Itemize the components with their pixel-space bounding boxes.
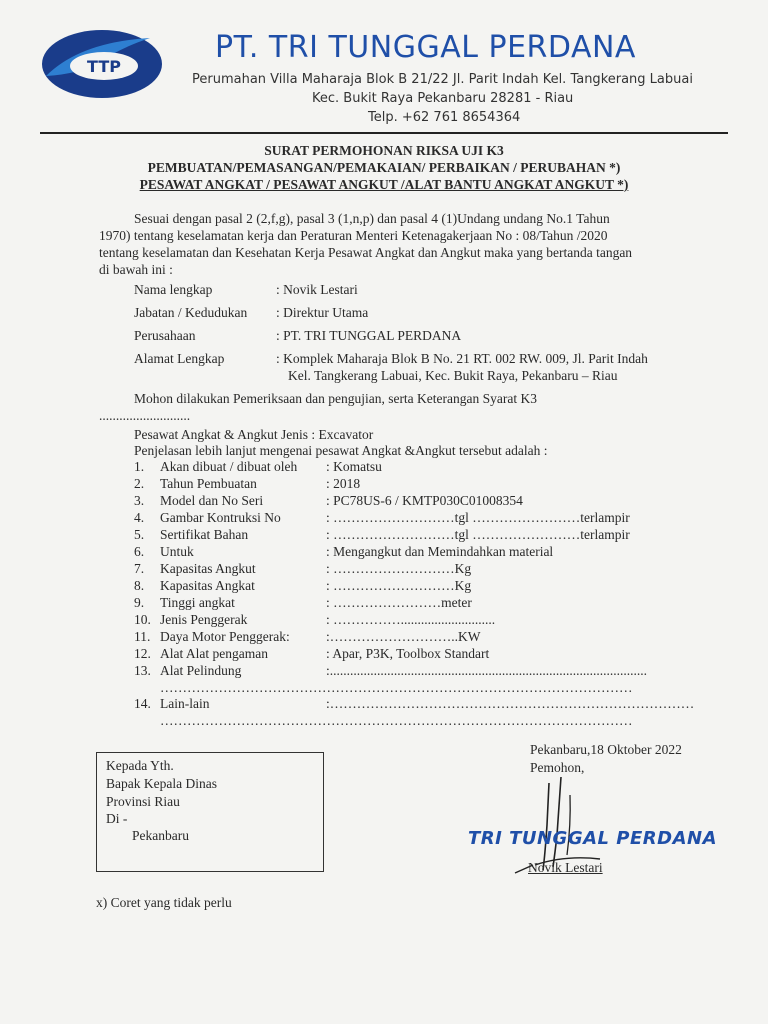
- item-value: : ………………………tgl ……………………terlampir: [326, 527, 630, 542]
- company-address-1: Perumahan Villa Maharaja Blok B 21/22 Jl. Parit Indah Kel. Tangkerang Labuai: [192, 72, 693, 87]
- request-line: Mohon dilakukan Pemeriksaan dan pengujian, serta Keterangan Syarat K3: [134, 391, 538, 406]
- company-phone: Telp. +62 761 8654364: [368, 110, 521, 125]
- company-logo: [40, 28, 170, 100]
- item-no: 2.: [134, 476, 145, 491]
- item-value: : ……………............................: [326, 612, 496, 627]
- intro-line-3: tentang keselamatan dan Kesehatan Kerja Pesawat Angkat dan Angkut maka yang bertanda tangan: [99, 245, 633, 260]
- logo-text: TTP: [87, 57, 121, 76]
- item-no: 1.: [134, 459, 145, 474]
- item-no: 10.: [134, 612, 151, 627]
- item-value: : ……………………meter: [326, 595, 472, 610]
- identity-value-company: : PT. TRI TUNGGAL PERDANA: [276, 328, 462, 343]
- item-value: : Apar, P3K, Toolbox Standart: [326, 646, 490, 661]
- item-label: Jenis Penggerak: [160, 612, 248, 627]
- identity-label-company: Perusahaan: [134, 328, 196, 343]
- equipment-type: Pesawat Angkat & Angkut Jenis : Excavator: [134, 427, 374, 442]
- signer-name: Novik Lestari: [528, 860, 603, 875]
- intro-line-2: 1970) tentang keselamatan kerja dan Peraturan Menteri Ketenagakerjaan No : 08/Tahun /2020: [99, 228, 608, 243]
- item-continuation: ……………………………………………………………………………………………: [160, 713, 633, 728]
- item-value: : 2018: [326, 476, 361, 491]
- addressee-line-4: Di -: [106, 811, 128, 826]
- item-no: 5.: [134, 527, 145, 542]
- item-value: :………………………………………………………………………: [326, 696, 695, 711]
- intro-line-4: di bawah ini :: [99, 262, 173, 277]
- identity-value-position: : Direktur Utama: [276, 305, 369, 320]
- item-value: : Komatsu: [326, 459, 382, 474]
- item-label: Tahun Pembuatan: [160, 476, 257, 491]
- signature-role: Pemohon,: [530, 760, 585, 775]
- item-no: 11.: [134, 629, 151, 644]
- item-no: 4.: [134, 510, 145, 525]
- item-no: 13.: [134, 663, 151, 678]
- addressee-line-1: Kepada Yth.: [106, 758, 174, 773]
- item-no: 6.: [134, 544, 145, 559]
- item-value: : ………………………Kg: [326, 578, 472, 593]
- item-label: Tinggi angkat: [160, 595, 235, 610]
- identity-value-address-2: Kel. Tangkerang Labuai, Kec. Bukit Raya, Pekanbaru – Riau: [288, 368, 618, 383]
- item-no: 14.: [134, 696, 151, 711]
- title-line-3: PESAWAT ANGKAT / PESAWAT ANGKUT /ALAT BANTU ANGKAT ANGKUT *): [139, 177, 629, 192]
- item-label: Kapasitas Angkut: [160, 561, 256, 576]
- item-value: : ………………………Kg: [326, 561, 472, 576]
- identity-label-address: Alamat Lengkap: [134, 351, 225, 366]
- addressee-line-2: Bapak Kepala Dinas: [106, 776, 217, 791]
- identity-label-name: Nama lengkap: [134, 282, 213, 297]
- item-continuation: ……………………………………………………………………………………………: [160, 680, 633, 695]
- item-label: Gambar Kontruksi No: [160, 510, 281, 525]
- item-value: :………………………..KW: [326, 629, 481, 644]
- identity-label-position: Jabatan / Kedudukan: [134, 305, 248, 320]
- item-label: Alat Alat pengaman: [160, 646, 268, 661]
- explanation-intro: Penjelasan lebih lanjut mengenai pesawat Angkat &Angkut tersebut adalah :: [134, 443, 548, 458]
- item-label: Untuk: [160, 544, 194, 559]
- signature-place-date: Pekanbaru,18 Oktober 2022: [530, 742, 682, 757]
- item-label: Model dan No Seri: [160, 493, 264, 508]
- intro-line-1: Sesuai dengan pasal 2 (2,f,g), pasal 3 (1,n,p) dan pasal 4 (1)Undang undang No.1 Tahun: [134, 211, 610, 226]
- item-label: Kapasitas Angkat: [160, 578, 255, 593]
- item-value: : PC78US-6 / KMTP030C01008354: [326, 493, 523, 508]
- footnote: x) Coret yang tidak perlu: [96, 895, 232, 910]
- item-value: : Mengangkut dan Memindahkan material: [326, 544, 554, 559]
- identity-value-name: : Novik Lestari: [276, 282, 358, 297]
- item-label: Alat Pelindung: [160, 663, 242, 678]
- company-name: PT. TRI TUNGGAL PERDANA: [215, 30, 636, 65]
- item-label: Daya Motor Penggerak:: [160, 629, 290, 644]
- item-no: 3.: [134, 493, 145, 508]
- item-no: 9.: [134, 595, 145, 610]
- addressee-line-3: Provinsi Riau: [106, 794, 180, 809]
- header-rule: [40, 132, 728, 134]
- item-value: :..............................................................................................: [326, 663, 648, 678]
- addressee-line-5: Pekanbaru: [132, 828, 189, 843]
- item-no: 8.: [134, 578, 145, 593]
- item-no: 7.: [134, 561, 145, 576]
- item-label: Lain-lain: [160, 696, 210, 711]
- company-address-2: Kec. Bukit Raya Pekanbaru 28281 - Riau: [312, 91, 574, 106]
- title-line-1: SURAT PERMOHONAN RIKSA UJI K3: [264, 143, 504, 158]
- item-label: Akan dibuat / dibuat oleh: [160, 459, 298, 474]
- identity-value-address: : Komplek Maharaja Blok B No. 21 RT. 002 RW. 009, Jl. Parit Indah: [276, 351, 648, 366]
- company-stamp: TRI TUNGGAL PERDANA: [468, 828, 717, 849]
- item-value: : ………………………tgl ……………………terlampir: [326, 510, 630, 525]
- title-line-2: PEMBUATAN/PEMASANGAN/PEMAKAIAN/ PERBAIKAN / PERUBAHAN *): [147, 160, 621, 175]
- item-no: 12.: [134, 646, 151, 661]
- request-dots: ...........................: [99, 408, 191, 423]
- item-label: Sertifikat Bahan: [160, 527, 249, 542]
